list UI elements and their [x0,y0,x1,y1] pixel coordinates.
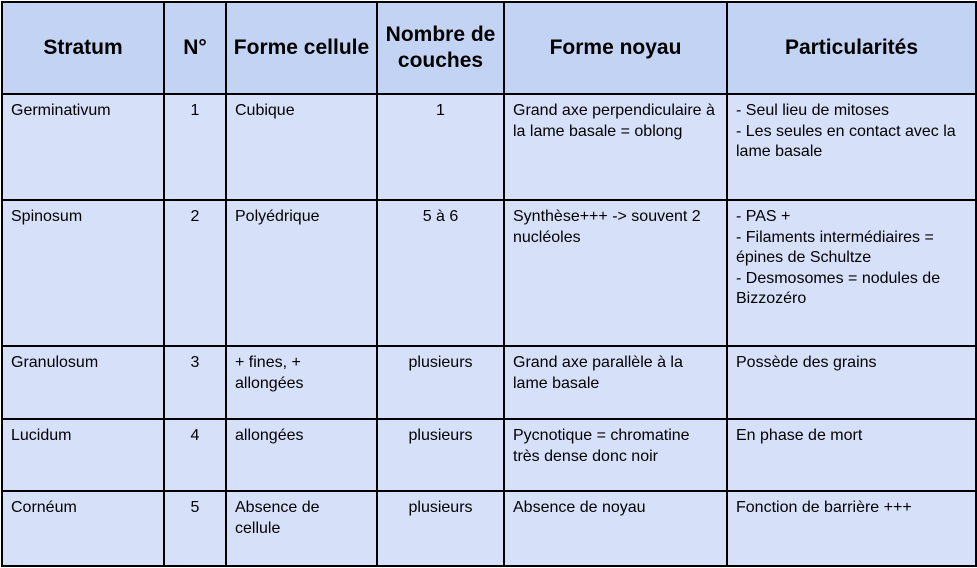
cell-cell-shape: + fines, + allongées [226,346,377,419]
cell-stratum: Lucidum [2,419,164,491]
cell-nucleus-shape: Absence de noyau [504,491,727,566]
table-row [2,419,976,491]
cell-number: 4 [164,419,226,491]
cell-layer-count: plusieurs [377,346,504,419]
header-stratum: Stratum [2,2,164,94]
cell-particularities: En phase de mort [727,419,976,491]
header-layer-count: Nombre de couches [377,2,504,94]
cell-particularities: - PAS + - Filaments intermédiaires = épines de Schultze - Desmosomes = nodules de Bizzozéro [727,200,976,346]
cell-particularities: Possède des grains [727,346,976,419]
stratum-table [1,1,977,567]
cell-nucleus-shape: Synthèse+++ -> souvent 2 nucléoles [504,200,727,346]
cell-stratum: Cornéum [2,491,164,566]
cell-nucleus-shape: Grand axe parallèle à la lame basale [504,346,727,419]
cell-number: 3 [164,346,226,419]
header-particularities: Particularités [727,2,976,94]
cell-stratum: Spinosum [2,200,164,346]
cell-cell-shape: Cubique [226,94,377,200]
cell-number: 1 [164,94,226,200]
header-cell-shape: Forme cellule [226,2,377,94]
cell-layer-count: plusieurs [377,491,504,566]
cell-cell-shape: Polyédrique [226,200,377,346]
table-row [2,200,976,346]
header-number: N° [164,2,226,94]
cell-cell-shape: allongées [226,419,377,491]
header-nucleus-shape: Forme noyau [504,2,727,94]
cell-cell-shape: Absence de cellule [226,491,377,566]
cell-stratum: Granulosum [2,346,164,419]
table-row [2,491,976,566]
cell-particularities: - Seul lieu de mitoses - Les seules en contact avec la lame basale [727,94,976,200]
header-row [2,2,976,94]
table-row [2,346,976,419]
cell-stratum: Germinativum [2,94,164,200]
cell-nucleus-shape: Pycnotique = chromatine très dense donc noir [504,419,727,491]
cell-layer-count: 1 [377,94,504,200]
cell-nucleus-shape: Grand axe perpendiculaire à la lame basale = oblong [504,94,727,200]
cell-layer-count: 5 à 6 [377,200,504,346]
cell-number: 2 [164,200,226,346]
cell-layer-count: plusieurs [377,419,504,491]
cell-number: 5 [164,491,226,566]
table-row [2,94,976,200]
cell-particularities: Fonction de barrière +++ [727,491,976,566]
